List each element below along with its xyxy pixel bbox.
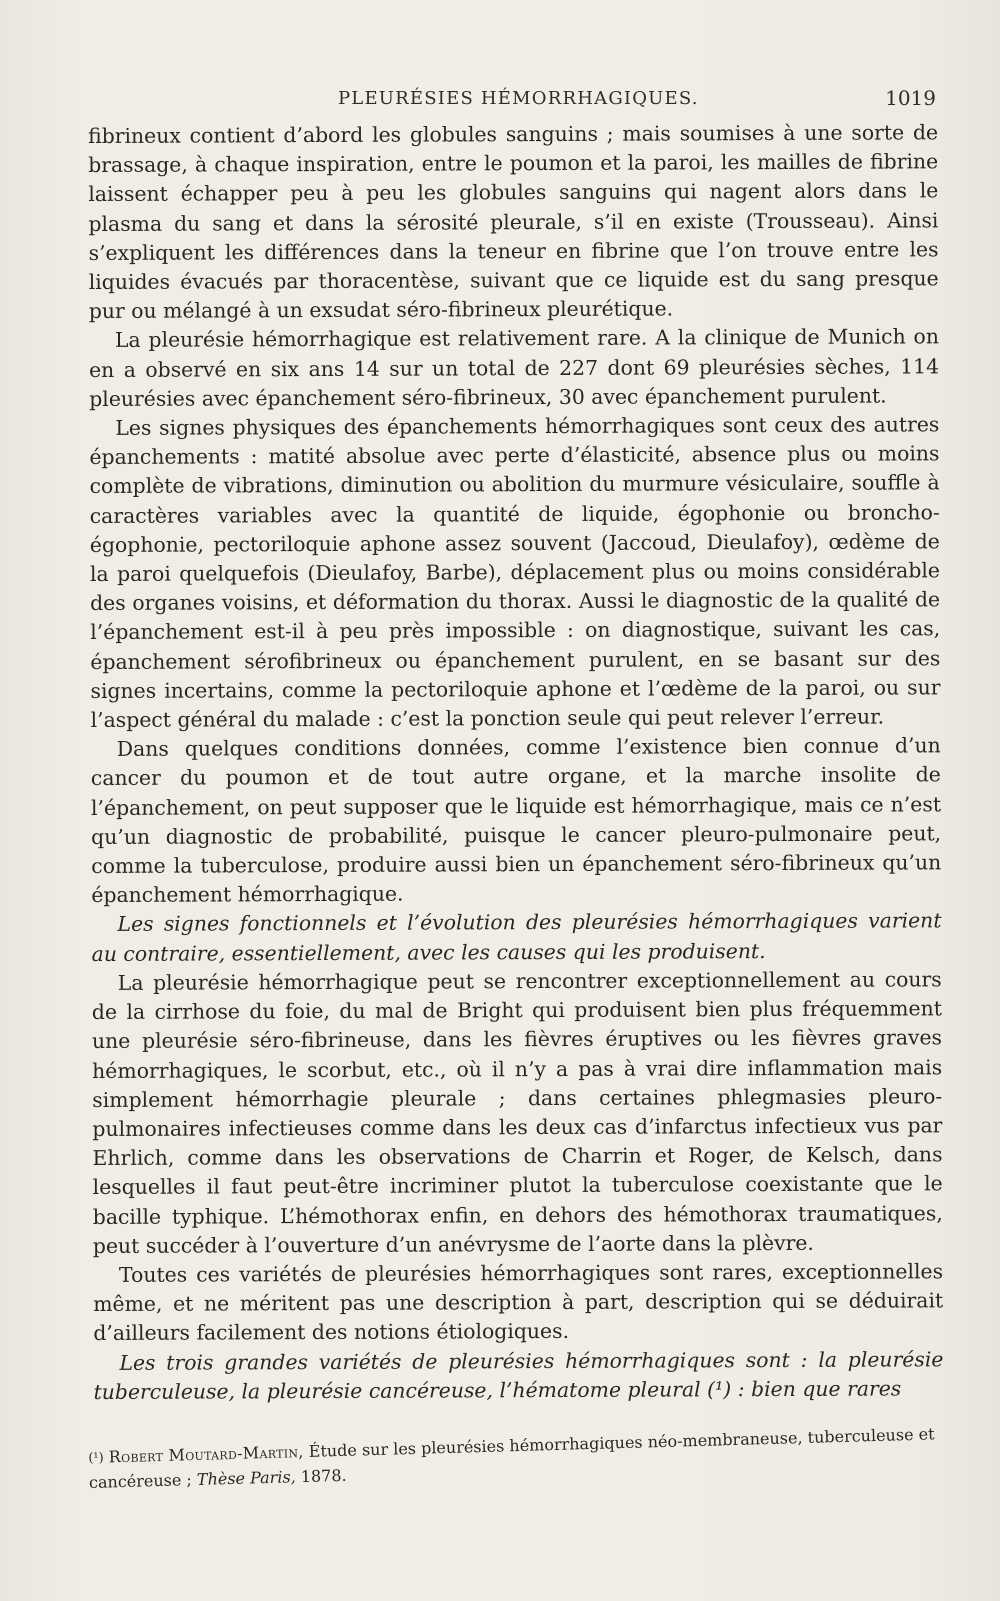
- paragraph-italic: Les signes fonctionnels et l’évolution des pleurésies hémorrhagiques varient au contraire, essentiellement, avec les causes qui les produisent.: [91, 908, 942, 966]
- running-title: PLEURÉSIES HÉMORRHAGIQUES.: [338, 88, 699, 109]
- page-number: 1019: [885, 86, 936, 110]
- paragraph: Dans quelques conditions données, comme l’existence bien connue d’un cancer du poumon et de tout autre organe, et la marche insolite de l’épanchement, on peut supposer que le liquide est hémorrhagique, mais ce n’est qu’un diagnostic de probabilité, puisque le cancer pleuro-pulmonaire peut, comme la tuberculose, produire aussi bien un épanchement séro-fibrineux qu’un épanchement hémorrhagique.: [90, 733, 942, 908]
- paragraph: La pleurésie hémorrhagique est relativement rare. A la clinique de Munich on en a observé en six ans 14 sur un total de 227 dont 69 pleurésies sèches, 114 pleurésies avec épanchement séro-fibrineux, 30 avec épanchement purulent.: [89, 324, 940, 411]
- footnote-author: Robert Moutard-Martin,: [108, 1441, 304, 1467]
- footnote-year: 1878.: [300, 1465, 347, 1487]
- footnote: [88, 1422, 939, 1495]
- paragraph: La pleurésie hémorrhagique peut se rencontrer exceptionnellement au cours de la cirrhose du foie, du mal de Bright qui produisent bien plus fréquemment une pleurésie séro-fibrineuse, dans les fièvres éruptives ou les fièvres graves hémorrhagiques, le scorbut, etc., où il n’y a pas à vrai dire inflammation mais simplement hémorrhagie pleurale ; dans certaines phlegmasies pleuro-pulmonaires infectieuses comme dans les deux cas d’infarctus infectieux vus par Ehrlich, comme dans les observations de Charrin et Roger, de Kelsch, dans lesquelles il faut peut-être incriminer plutot la tuberculose coexistante que le bacille typhique. L’hémothorax enfin, en dehors des hémothorax traumatiques, peut succéder à l’ouverture d’un anévrysme de l’aorte dans la plèvre.: [91, 967, 943, 1258]
- footnote-marker: (¹): [88, 1450, 104, 1466]
- body-text: [88, 118, 944, 1407]
- footnote-text: Étude sur les pleurésies hémorrhagiques néo-membraneuse, tuberculeuse et cancéreuse ;: [88, 1424, 935, 1492]
- paragraph-italic: Les trois grandes variétés de pleurésies hémorrhagiques sont : la pleurésie tuberculeuse, la pleurésie cancéreuse, l’hématome pleural (¹) : bien que rares: [93, 1346, 944, 1404]
- paragraph: Les signes physiques des épanchements hémorrhagiques sont ceux des autres épanchements : matité absolue avec perte d’élasticité, absence plus ou moins complète de vibrations, diminution ou abolition du murmure vésiculaire, souffle à caractères variables avec la quantité de liquide, égophonie ou broncho-égophonie, pectoriloquie aphone assez souvent (Jaccoud, Dieulafoy), œdème de la paroi quelquefois (Dieulafoy, Barbe), déplacement plus ou moins considérable des organes voisins, et déformation du thorax. Aussi le diagnostic de la qualité de l’épanchement est-il à peu près impossible : on diagnostique, suivant les cas, épanchement sérofibrineux ou épanchement purulent, en se basant sur des signes incertains, comme la pectoriloquie aphone et l’œdème de la paroi, ou sur l’aspect général du malade : c’est la ponction seule qui peut relever l’erreur.: [89, 412, 941, 733]
- page-header: [88, 88, 948, 118]
- paragraph: Toutes ces variétés de pleurésies hémorrhagiques sont rares, exceptionnelles même, et ne méritent pas une description à part, description qui se déduirait d’ailleurs facilement des notions étiologiques.: [93, 1259, 944, 1346]
- paragraph: fibrineux contient d’abord les globules sanguins ; mais soumises à une sorte de brassage, à chaque inspiration, entre le poumon et la paroi, les mailles de fibrine laissent échapper peu à peu les globules sanguins qui nagent alors dans le plasma du sang et dans la sérosité pleurale, s’il en existe (Trousseau). Ainsi s’expliquent les différences dans la teneur en fibrine que l’on trouve entre les liquides évacués par thoracentèse, suivant que ce liquide est du sang presque pur ou mélangé à un exsudat séro-fibrineux pleurétique.: [88, 120, 939, 324]
- footnote-source: Thèse Paris,: [196, 1467, 296, 1489]
